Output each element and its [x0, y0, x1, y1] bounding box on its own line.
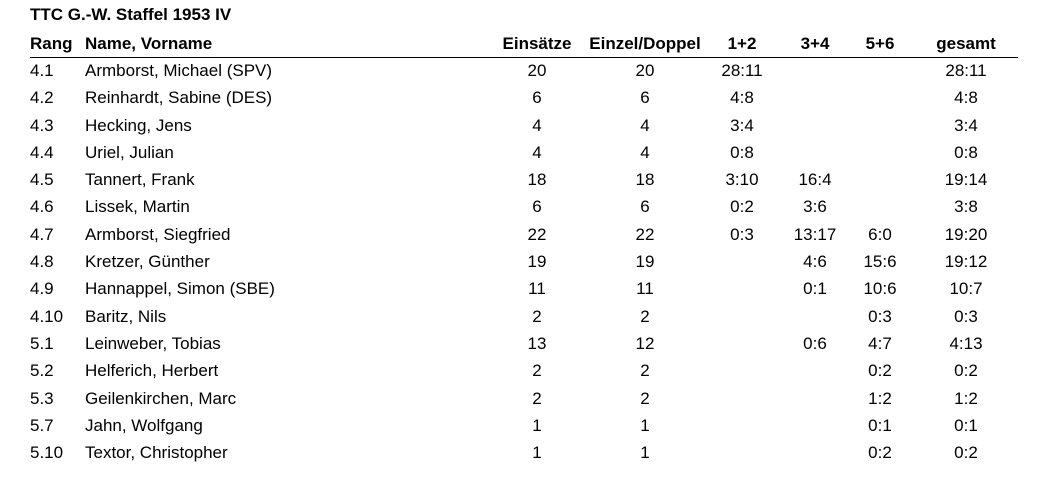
cell-gesamt: 0:8	[954, 142, 978, 162]
header-gesamt: gesamt	[936, 34, 996, 53]
cell-gesamt: 19:14	[944, 170, 988, 190]
cell-name: Textor, Christopher	[85, 443, 228, 463]
cell-name: Leinweber, Tobias	[85, 333, 221, 353]
cell-rang: 4.3	[30, 115, 54, 135]
cell-einzel-doppel: 19	[635, 252, 655, 272]
cell-einsaetze: 19	[527, 252, 547, 272]
cell-einsaetze: 2	[532, 388, 542, 408]
cell-einzel-doppel: 6	[640, 88, 650, 108]
table-row	[0, 58, 1039, 85]
table-row	[0, 386, 1039, 413]
header-5-6: 5+6	[865, 34, 895, 53]
header-einzel-doppel: Einzel/Doppel	[589, 34, 701, 53]
cell-5-6: 15:6	[863, 252, 897, 272]
table-row	[0, 440, 1039, 467]
cell-einsaetze: 1	[532, 443, 542, 463]
cell-1-2: 4:8	[730, 88, 754, 108]
cell-rang: 4.6	[30, 197, 54, 217]
cell-name: Geilenkirchen, Marc	[85, 388, 237, 408]
cell-einsaetze: 22	[527, 224, 547, 244]
cell-3-4: 0:1	[803, 279, 827, 299]
cell-name: Baritz, Nils	[85, 306, 167, 326]
cell-name: Jahn, Wolfgang	[85, 415, 203, 435]
cell-gesamt: 19:20	[944, 224, 988, 244]
header-3-4: 3+4	[800, 34, 830, 53]
table-row	[0, 85, 1039, 112]
cell-einsaetze: 2	[532, 306, 542, 326]
cell-5-6: 6:0	[868, 224, 892, 244]
cell-3-4: 13:17	[793, 224, 837, 244]
cell-einzel-doppel: 2	[640, 388, 650, 408]
cell-5-6: 0:2	[868, 443, 892, 463]
cell-rang: 4.4	[30, 142, 54, 162]
cell-einsaetze: 11	[528, 279, 546, 299]
cell-1-2: 0:8	[730, 142, 754, 162]
cell-einsaetze: 13	[527, 333, 547, 353]
table-row	[0, 304, 1039, 331]
cell-name: Kretzer, Günther	[85, 252, 210, 272]
cell-name: Armborst, Michael (SPV)	[85, 61, 273, 80]
cell-rang: 4.2	[30, 88, 54, 108]
cell-rang: 5.1	[30, 333, 54, 353]
cell-einsaetze: 6	[532, 197, 542, 217]
cell-5-6: 1:2	[868, 388, 892, 408]
cell-rang: 5.7	[30, 415, 54, 435]
cell-gesamt: 0:3	[954, 306, 978, 326]
table-row	[0, 167, 1039, 194]
table-row	[0, 140, 1039, 167]
cell-gesamt: 3:4	[954, 115, 978, 135]
table-row	[0, 358, 1039, 385]
cell-einzel-doppel: 6	[640, 197, 650, 217]
cell-rang: 5.10	[30, 443, 64, 463]
cell-5-6: 0:1	[868, 415, 892, 435]
cell-einzel-doppel: 20	[635, 61, 655, 80]
header-einsaetze: Einsätze	[502, 34, 572, 53]
cell-gesamt: 0:1	[954, 415, 978, 435]
cell-name: Helferich, Herbert	[85, 361, 219, 381]
cell-gesamt: 19:12	[944, 252, 988, 272]
cell-1-2: 0:2	[730, 197, 754, 217]
cell-gesamt: 3:8	[954, 197, 978, 217]
cell-1-2: 0:3	[730, 224, 754, 244]
table-body	[0, 58, 1039, 467]
cell-1-2: 3:4	[730, 115, 754, 135]
cell-gesamt: 0:2	[954, 443, 978, 463]
cell-name: Hannappel, Simon (SBE)	[85, 279, 275, 299]
header-1-2: 1+2	[727, 34, 757, 53]
header-name: Name, Vorname	[85, 34, 213, 53]
cell-name: Tannert, Frank	[85, 170, 195, 190]
cell-rang: 4.9	[30, 279, 54, 299]
cell-rang: 4.1	[30, 61, 54, 80]
cell-5-6: 10:6	[863, 279, 897, 299]
cell-gesamt: 0:2	[954, 361, 978, 381]
cell-name: Lissek, Martin	[85, 197, 190, 217]
cell-3-4: 0:6	[803, 333, 827, 353]
cell-name: Uriel, Julian	[85, 142, 174, 162]
cell-einzel-doppel: 22	[635, 224, 655, 244]
cell-einsaetze: 4	[532, 115, 542, 135]
cell-3-4: 4:6	[803, 252, 827, 272]
cell-rang: 4.10	[30, 306, 64, 326]
page-title: TTC G.-W. Staffel 1953 IV	[30, 5, 232, 24]
cell-gesamt: 4:8	[954, 88, 978, 108]
cell-1-2: 3:10	[725, 170, 759, 190]
cell-einzel-doppel: 1	[640, 415, 650, 435]
cell-5-6: 4:7	[868, 333, 892, 353]
cell-einzel-doppel: 4	[640, 142, 650, 162]
cell-3-4: 16:4	[798, 170, 832, 190]
header-rang: Rang	[30, 34, 73, 53]
cell-einsaetze: 18	[527, 170, 547, 190]
table-row	[0, 113, 1039, 140]
table-row	[0, 249, 1039, 276]
cell-einsaetze: 4	[532, 142, 542, 162]
table-row	[0, 276, 1039, 303]
cell-einsaetze: 20	[527, 61, 547, 80]
cell-3-4: 3:6	[803, 197, 827, 217]
cell-gesamt: 28:11	[945, 61, 987, 80]
cell-einzel-doppel: 18	[635, 170, 655, 190]
cell-rang: 4.7	[30, 224, 54, 244]
cell-1-2: 28:11	[721, 61, 763, 80]
table-row	[0, 194, 1039, 221]
cell-gesamt: 10:7	[949, 279, 983, 299]
cell-einzel-doppel: 4	[640, 115, 650, 135]
cell-rang: 4.5	[30, 170, 54, 190]
cell-einsaetze: 2	[532, 361, 542, 381]
table-row	[0, 413, 1039, 440]
cell-name: Armborst, Siegfried	[85, 224, 231, 244]
cell-rang: 4.8	[30, 252, 54, 272]
cell-einzel-doppel: 1	[640, 443, 650, 463]
cell-einzel-doppel: 12	[635, 333, 655, 353]
table-row	[0, 222, 1039, 249]
cell-5-6: 0:2	[868, 361, 892, 381]
cell-gesamt: 1:2	[954, 388, 978, 408]
table-row	[0, 331, 1039, 358]
cell-einsaetze: 1	[532, 415, 542, 435]
cell-einzel-doppel: 2	[640, 361, 650, 381]
cell-einzel-doppel: 11	[636, 279, 654, 299]
cell-rang: 5.2	[30, 361, 54, 381]
cell-einzel-doppel: 2	[640, 306, 650, 326]
cell-gesamt: 4:13	[949, 333, 983, 353]
cell-name: Hecking, Jens	[85, 115, 192, 135]
cell-name: Reinhardt, Sabine (DES)	[85, 88, 273, 108]
cell-5-6: 0:3	[868, 306, 892, 326]
cell-rang: 5.3	[30, 388, 54, 408]
cell-einsaetze: 6	[532, 88, 542, 108]
